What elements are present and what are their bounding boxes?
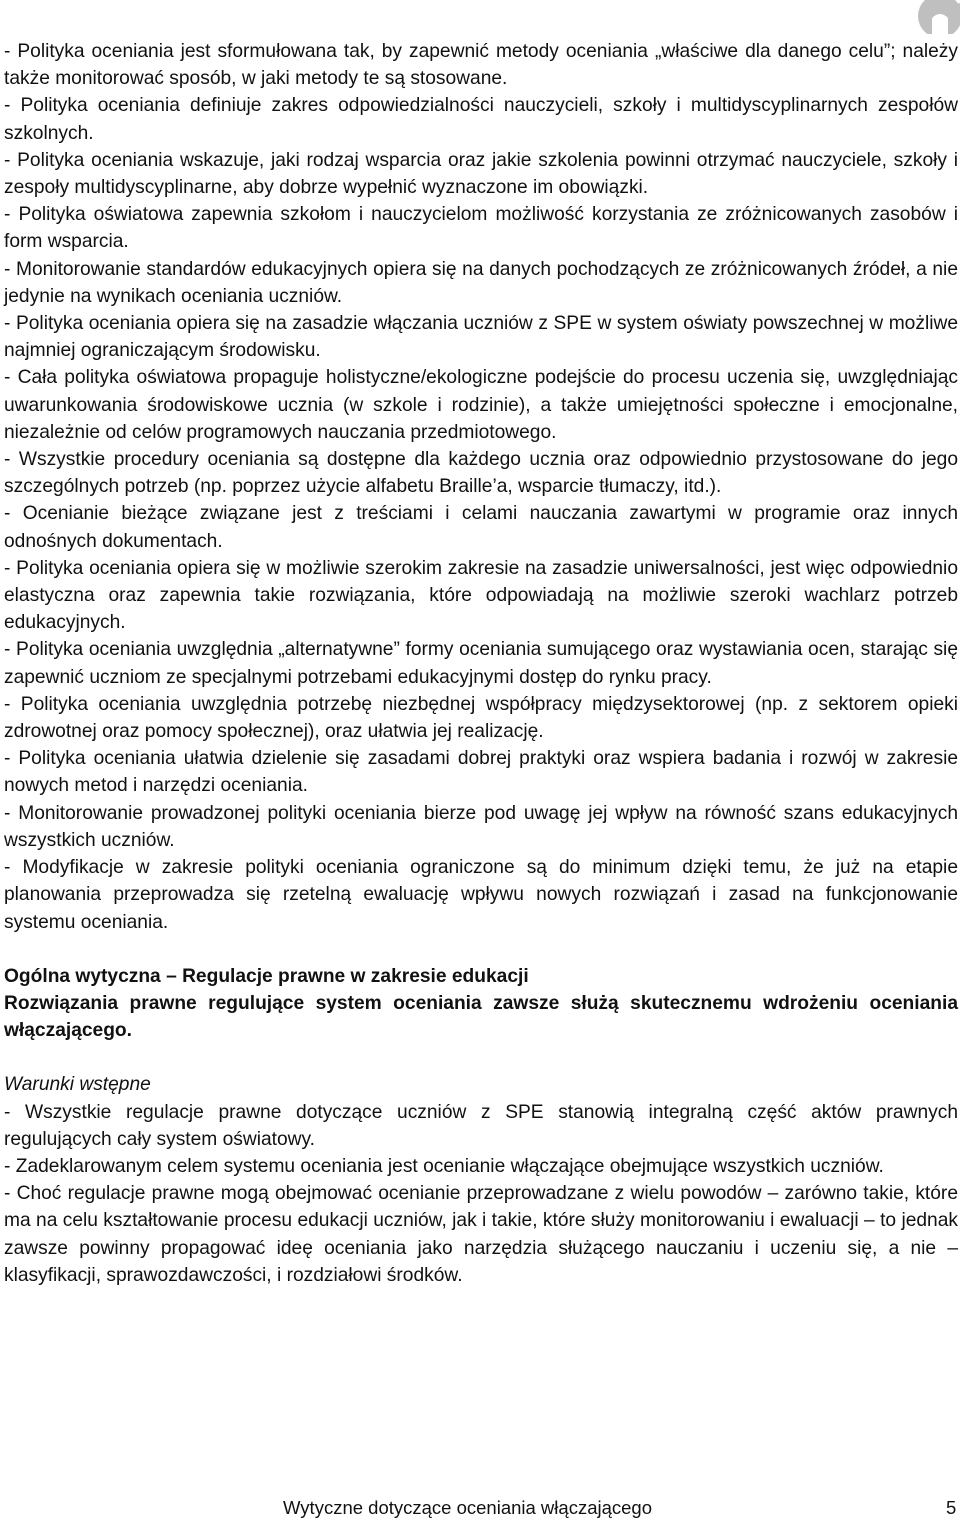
policy-item: - Modyfikacje w zakresie polityki oceniania ograniczone są do minimum dzięki temu, że już na etapie planowania przeprowadza się rzetelną ewaluację wpływu nowych rozwiązań i zasad na funkcjonowanie systemu oceniania.: [4, 857, 958, 933]
policy-item: - Polityka oceniania jest sformułowana tak, by zapewnić metody oceniania „właściwe dla danego celu”; należy także monitorować sposób, w jaki metody te są stosowane.: [4, 41, 958, 90]
section-spacer: [4, 1044, 958, 1071]
guideline-heading: Ogólna wytyczna – Regulacje prawne w zakresie edukacji: [4, 965, 529, 987]
preconditions-heading: Warunki wstępne: [4, 1074, 151, 1096]
policy-item: - Polityka oceniania wskazuje, jaki rodzaj wsparcia oraz jakie szkolenia powinni otrzymać nauczyciele, szkoły i zespoły multidyscyplinarne, aby dobrze wypełnić wyznaczone im obowiązki.: [4, 149, 958, 199]
policy-item: - Polityka oceniania uwzględnia potrzebę niezbędnej współpracy międzysektorowej (np. z sektorem opieki zdrowotnej oraz pomocy społecznej), oraz ułatwia jej realizację.: [4, 693, 958, 743]
guideline-statement: Rozwiązania prawne regulujące system oceniania zawsze służą skutecznemu wdrożeniu oceniania włączającego.: [4, 992, 958, 1042]
page-corner-logo-icon: [900, 0, 960, 34]
policy-item: - Ocenianie bieżące związane jest z treściami i celami nauczania zawartymi w programie oraz innych odnośnych dokumentach.: [4, 503, 958, 552]
policy-item: - Polityka oceniania ułatwia dzielenie się zasadami dobrej praktyki oraz wspiera badania i rozwój w zakresie nowych metod i narzędzi oceniania.: [4, 748, 958, 797]
precondition-item: - Zadeklarowanym celem systemu oceniania jest ocenianie włączające obejmujące wszystkich uczniów.: [4, 1155, 884, 1177]
footer-document-title: Wytyczne dotyczące oceniania włączającego: [283, 1497, 652, 1518]
document-body: [4, 38, 958, 1289]
section-spacer: [4, 936, 958, 963]
page-number: 5: [946, 1497, 957, 1518]
precondition-item: - Wszystkie regulacje prawne dotyczące uczniów z SPE stanowią integralną część aktów prawnych regulujących cały system oświatowy.: [4, 1101, 958, 1150]
policy-item: - Monitorowanie standardów edukacyjnych opiera się na danych pochodzących ze zróżnicowanych źródeł, a nie jedynie na wynikach oceniania uczniów.: [4, 258, 958, 307]
policy-item: - Monitorowanie prowadzonej polityki oceniania bierze pod uwagę jej wpływ na równość szans edukacyjnych wszystkich uczniów.: [4, 802, 958, 851]
policy-item: - Polityka oceniania opiera się w możliwie szerokim zakresie na zasadzie uniwersalności, jest więc odpowiednio elastyczna oraz zapewnia takie rozwiązania, które odpowiadają na możliwie szeroki wachlarz potrzeb edukacyjnych.: [4, 557, 958, 634]
policy-item: - Polityka oświatowa zapewnia szkołom i nauczycielom możliwość korzystania ze zróżnicowanych zasobów i form wsparcia.: [4, 204, 958, 253]
policy-item: - Polityka oceniania opiera się na zasadzie włączania uczniów z SPE w system oświaty powszechnej w możliwe najmniej ograniczającym środowisku.: [4, 313, 958, 362]
policy-item: - Polityka oceniania uwzględnia „alternatywne” formy oceniania sumującego oraz wystawiania ocen, starając się zapewnić uczniom ze specjalnymi potrzebami edukacyjnymi dostęp do rynku pracy.: [4, 639, 958, 688]
policy-item: - Wszystkie procedury oceniania są dostępne dla każdego ucznia oraz odpowiednio przystosowane do jego szczególnych potrzeb (np. poprzez użycie alfabetu Braille’a, wsparcie tłumaczy, itd.).: [4, 449, 958, 498]
policy-item: - Cała polityka oświatowa propaguje holistyczne/ekologiczne podejście do procesu uczenia się, uwzględniając uwarunkowania środowiskowe ucznia (w szkole i rodzinie), a także umiejętności społeczne i emocjonalne, niezależnie od celów programowych nauczania przedmiotowego.: [4, 367, 958, 443]
policy-item: - Polityka oceniania definiuje zakres odpowiedzialności nauczycieli, szkoły i multidyscyplinarnych zespołów szkolnych.: [4, 95, 958, 144]
precondition-item: - Choć regulacje prawne mogą obejmować ocenianie przeprowadzane z wielu powodów – zarówno takie, które ma na celu kształtowanie procesu edukacji uczniów, jak i takie, które służy monitorowaniu i ewaluacji – to jednak zawsze powinny propagować ideę oceniania jako narzędzia służącego nauczaniu i uczeniu się, a nie – klasyfikacji, sprawozdawczości, i rozdziałowi środków.: [4, 1183, 958, 1286]
